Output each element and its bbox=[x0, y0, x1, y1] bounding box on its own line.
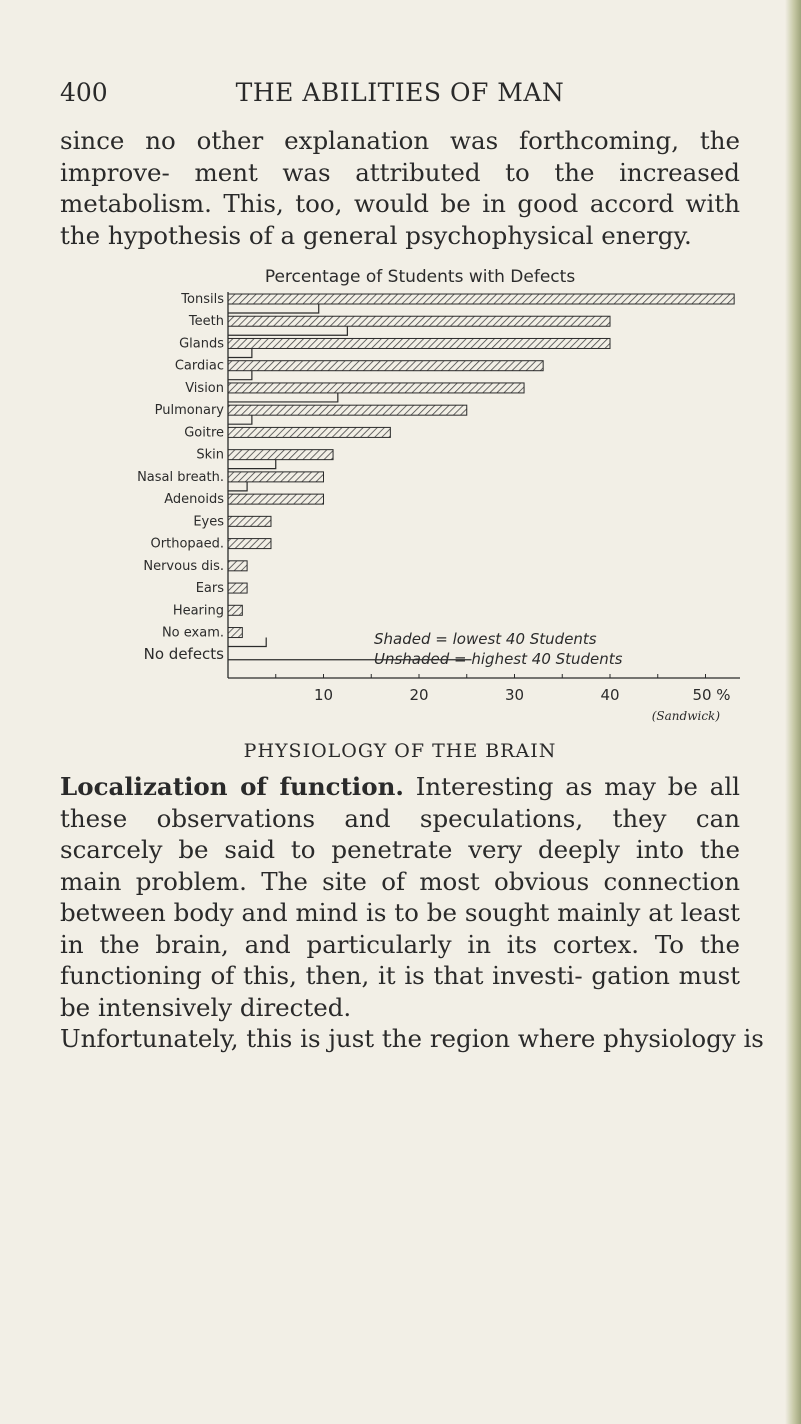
category-label: Cardiac bbox=[174, 358, 224, 374]
shaded-bar bbox=[228, 361, 543, 371]
unshaded-bar bbox=[228, 304, 319, 313]
shaded-bar bbox=[228, 383, 524, 393]
shaded-bar bbox=[228, 450, 333, 460]
category-label: Nasal breath. bbox=[137, 469, 224, 485]
shaded-bar bbox=[228, 472, 324, 482]
category-label: Hearing bbox=[172, 603, 224, 619]
shaded-bar bbox=[228, 294, 734, 304]
defects-chart bbox=[120, 260, 740, 740]
legend-unshaded: Unshaded = highest 40 Students bbox=[374, 650, 623, 668]
legend-shaded: Shaded = lowest 40 Students bbox=[374, 630, 597, 648]
text-line: ment was attributed to the increased metabolism. This, bbox=[60, 157, 740, 218]
shaded-bar bbox=[228, 561, 247, 571]
paragraph-top bbox=[60, 125, 740, 251]
category-label: Nervous dis. bbox=[143, 558, 224, 574]
category-label: Pulmonary bbox=[154, 403, 224, 419]
x-tick-label: 10 bbox=[313, 686, 334, 704]
unshaded-bar bbox=[228, 482, 247, 491]
text-line: gation must be intensively directed. bbox=[60, 961, 741, 1022]
source-credit: (Sandwick) bbox=[651, 709, 720, 723]
category-label: Tonsils bbox=[181, 292, 224, 307]
shaded-bar bbox=[228, 316, 610, 326]
category-label: Glands bbox=[179, 336, 224, 352]
text-line: Interesting as may be all these bbox=[60, 772, 740, 833]
category-label: No exam. bbox=[161, 625, 224, 641]
page-header bbox=[60, 78, 740, 118]
category-label: Teeth bbox=[188, 314, 224, 330]
text-line: psychophysical energy. bbox=[405, 220, 692, 250]
shaded-bar bbox=[228, 427, 390, 437]
x-tick-label: 20 bbox=[409, 686, 429, 704]
section-heading: PHYSIOLOGY OF THE BRAIN bbox=[243, 740, 557, 762]
unshaded-bar bbox=[228, 371, 252, 380]
paragraph-heading: Localization of function. bbox=[60, 772, 404, 801]
page-edge-shadow bbox=[785, 0, 801, 1424]
unshaded-bar bbox=[228, 326, 347, 335]
category-label: No defects bbox=[143, 644, 224, 663]
text-line: observations and speculations, they can scarcely be said to bbox=[60, 803, 740, 864]
shaded-bar bbox=[228, 605, 242, 615]
unshaded-bar bbox=[228, 348, 252, 357]
text-line: Unfortunately, this is just the region where physiology is bbox=[60, 1024, 764, 1053]
x-tick-label: 50 % bbox=[692, 686, 731, 704]
category-label: Ears bbox=[195, 581, 224, 597]
shaded-bar bbox=[228, 494, 324, 504]
unshaded-bar bbox=[228, 638, 266, 647]
unshaded-bar bbox=[228, 393, 338, 402]
shaded-bar bbox=[228, 628, 242, 638]
shaded-bar bbox=[228, 338, 610, 348]
defects-chart-figure bbox=[120, 260, 740, 740]
text-line: most obvious connection between body and mind is to be bbox=[60, 866, 740, 927]
shaded-bar bbox=[228, 405, 467, 415]
text-line: since no other explanation was forthcoming, the improve- bbox=[60, 126, 740, 187]
text-line: too, would be in good accord with the hypothesis of a general bbox=[60, 189, 740, 250]
shaded-bar bbox=[228, 583, 247, 593]
category-label: Orthopaed. bbox=[150, 536, 224, 552]
chart-title: Percentage of Students with Defects bbox=[264, 267, 576, 287]
category-label: Adenoids bbox=[164, 492, 224, 508]
paragraph-bottom bbox=[60, 771, 764, 1055]
shaded-bar bbox=[228, 516, 271, 526]
category-label: Vision bbox=[185, 380, 224, 396]
x-tick-label: 40 bbox=[600, 686, 620, 704]
x-tick-label: 30 bbox=[504, 686, 525, 704]
running-head: THE ABILITIES OF MAN bbox=[235, 78, 565, 107]
category-label: Goitre bbox=[184, 425, 224, 441]
category-label: Skin bbox=[196, 447, 224, 463]
text-line: penetrate very deeply into the main problem. The site of bbox=[60, 835, 741, 896]
category-label: Eyes bbox=[193, 514, 224, 530]
shaded-bar bbox=[228, 539, 271, 549]
page-number: 400 bbox=[60, 78, 108, 107]
text-line: sought mainly at least in the brain, and particularly in its bbox=[60, 898, 741, 959]
unshaded-bar bbox=[228, 460, 276, 469]
unshaded-bar bbox=[228, 415, 252, 424]
text-line: cortex. To the functioning of this, then, it is that investi- bbox=[60, 929, 740, 990]
